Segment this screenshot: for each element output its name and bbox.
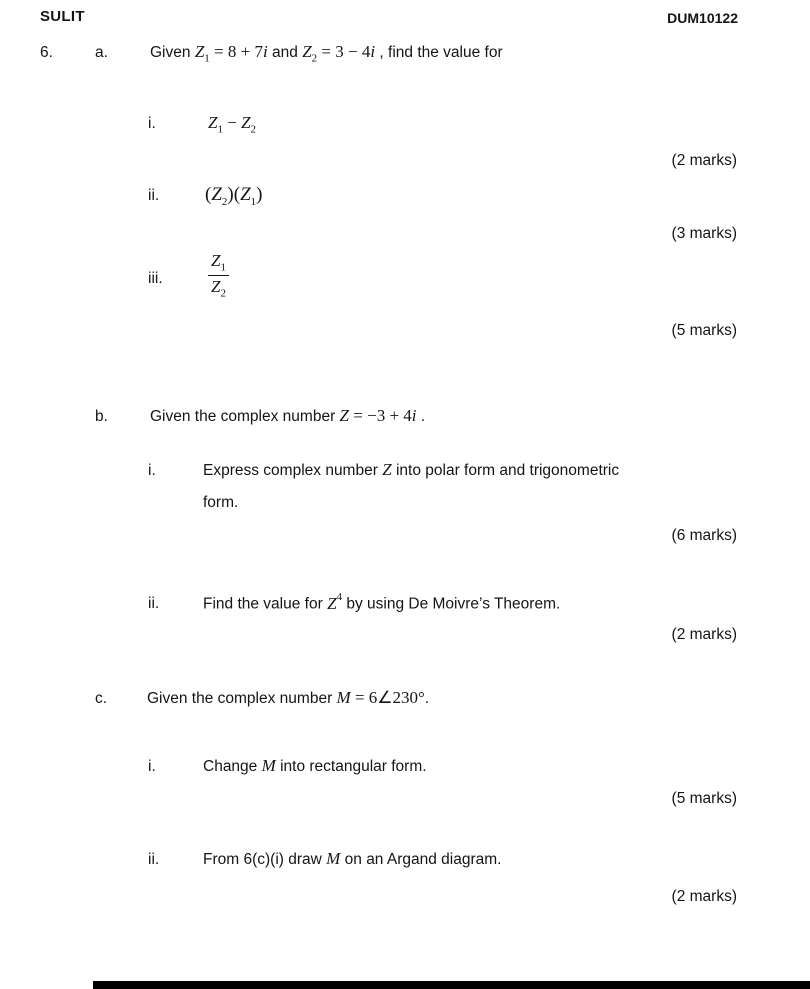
item-c-ii-line — [203, 849, 501, 869]
marks-c-i: (5 marks) — [671, 790, 737, 807]
c-ii-suffix-text: on an Argand diagram. — [344, 851, 502, 868]
part-a-and-text: and — [272, 44, 298, 61]
marks-a-iii: (5 marks) — [671, 322, 737, 339]
question-number: 6. — [40, 44, 53, 61]
item-b-ii-numeral: ii. — [148, 595, 160, 612]
math-m-definition: M = 6∠230° — [336, 688, 425, 707]
c-ii-prefix-text: From 6(c)(i) draw — [203, 851, 322, 868]
b-ii-suffix-text: by using De Moivre’s Theorem. — [346, 595, 561, 613]
math-z1-minus-z2: $Z_1 - Z_2$ — [208, 113, 257, 136]
scan-artifact-bar — [93, 981, 810, 989]
item-b-i-line1 — [203, 460, 619, 480]
part-a-intro — [150, 42, 503, 64]
b-i-suffix-text: into polar form and trigonometric — [395, 462, 620, 479]
part-a-label: a. — [95, 44, 108, 61]
header-sulit: SULIT — [40, 8, 85, 25]
c-i-suffix-text: into rectangular form. — [280, 758, 427, 775]
part-c-given-text: Given the complex number — [147, 690, 333, 707]
math-m-symbol: M — [261, 756, 276, 775]
item-b-i-numeral: i. — [148, 462, 156, 479]
part-b-given-text: Given the complex number — [150, 408, 336, 425]
part-a-given-text: Given — [150, 44, 191, 61]
part-b-period: . — [420, 408, 426, 425]
math-z-power-4: $Z^4$ — [327, 591, 343, 613]
b-i-prefix-text: Express complex number — [203, 462, 378, 479]
math-m-symbol-2: M — [326, 849, 341, 868]
marks-a-i: (2 marks) — [671, 152, 737, 169]
math-z-symbol: Z — [382, 460, 392, 479]
math-z2-definition: $Z_2 = 3 - 4i$ — [302, 42, 376, 65]
item-c-ii-numeral: ii. — [148, 851, 160, 868]
b-ii-prefix-text: Find the value for — [203, 595, 323, 613]
header-paper-code: DUM10122 — [667, 10, 738, 26]
item-c-i-line — [203, 756, 427, 776]
part-c-period: . — [424, 690, 430, 707]
marks-b-ii: (2 marks) — [671, 626, 737, 643]
part-a-find-text: , find the value for — [379, 44, 503, 61]
c-i-prefix-text: Change — [203, 758, 258, 775]
part-c-label: c. — [95, 690, 108, 707]
part-c-intro — [147, 688, 429, 708]
marks-c-ii: (2 marks) — [671, 888, 737, 905]
part-b-label: b. — [95, 408, 108, 425]
math-z2-times-z1: $(Z_2)(Z_1)$ — [205, 184, 263, 208]
math-z-definition: Z = −3 + 4i — [339, 406, 417, 425]
item-c-i-numeral: i. — [148, 758, 156, 775]
item-a-iii-numeral: iii. — [148, 270, 163, 287]
item-a-ii-numeral: ii. — [148, 187, 160, 204]
item-b-ii-line — [203, 593, 560, 614]
marks-a-ii: (3 marks) — [671, 225, 737, 242]
fraction-denominator-z2: $Z_2$ — [211, 277, 226, 300]
math-z1-definition: $Z_1 = 8 + 7i$ — [194, 42, 268, 65]
marks-b-i: (6 marks) — [671, 527, 737, 544]
fraction-numerator-z1: $Z_1$ — [208, 252, 229, 276]
math-z1-over-z2-fraction — [208, 252, 229, 300]
item-b-i-line2: form. — [203, 494, 239, 511]
part-b-intro — [150, 406, 425, 426]
item-a-i-numeral: i. — [148, 115, 156, 132]
